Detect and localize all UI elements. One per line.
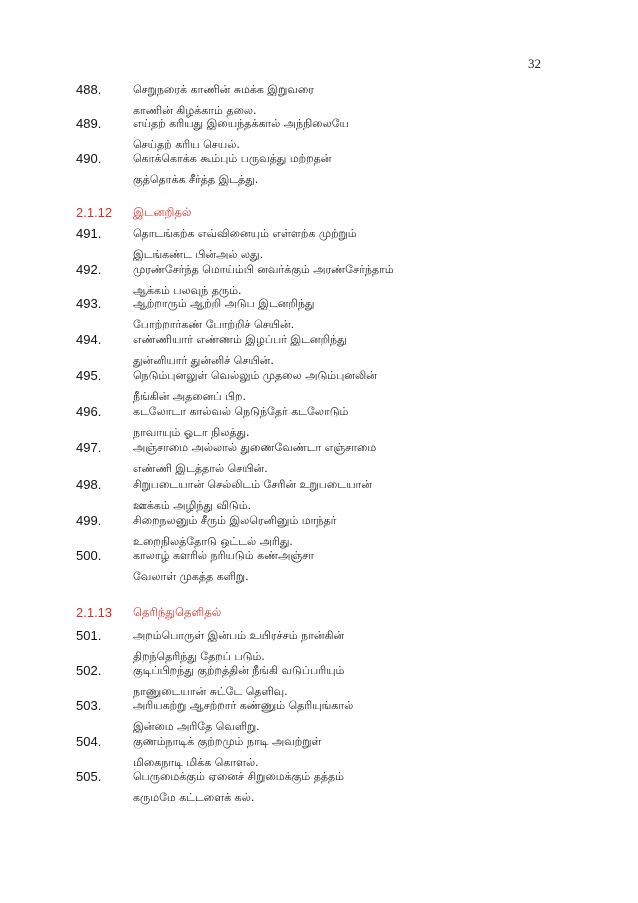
kural-number: 503. xyxy=(76,698,102,713)
kural-line-2: எண்ணி இடத்தால் செயின். xyxy=(133,462,268,475)
kural xyxy=(76,628,576,668)
kural-line-1: பெருமைக்கும் ஏனைச் சிறுமைக்கும் தத்தம் xyxy=(133,770,345,783)
kural-number: 500. xyxy=(76,548,102,563)
kural-number: 504. xyxy=(76,734,102,749)
kural-line-2: இடங்கண்ட பின்அல் லது. xyxy=(133,248,264,261)
kural xyxy=(76,513,576,553)
kural xyxy=(76,734,576,774)
kural-number: 491. xyxy=(76,226,102,241)
kural-line-1: அஞ்சாமை அல்லால் துணைவேண்டா எஞ்சாமை xyxy=(133,441,377,454)
kural xyxy=(76,226,576,266)
kural-line-2: வேலாள் முகத்த களிறு. xyxy=(133,570,249,583)
kural-number: 492. xyxy=(76,262,102,277)
kural-line-1: கொக்கொக்க கூம்பும் பருவத்து மற்றதன் xyxy=(133,152,332,165)
kural-line-2: துன்னியார் துன்னிச் செயின். xyxy=(133,354,274,367)
kural-line-1: குணம்நாடிக் குற்றமும் நாடி அவற்றுள் xyxy=(133,735,322,748)
kural-number: 488. xyxy=(76,82,102,97)
kural-line-1: சிறைநலனும் சீரும் இலரெனினும் மாந்தர் xyxy=(133,514,337,527)
section-title: இடனறிதல் xyxy=(133,205,192,219)
kural-number: 501. xyxy=(76,628,102,643)
kural-number: 498. xyxy=(76,477,102,492)
kural-line-1: நெடும்புனலுள் வெல்லும் முதலை அடும்புனலின் xyxy=(133,369,377,382)
kural-line-2: திறந்தெரிந்து தேறப் படும். xyxy=(133,650,265,663)
kural-number: 499. xyxy=(76,513,102,528)
kural-number: 497. xyxy=(76,440,102,455)
kural-line-1: சிறுபடையான் செல்லிடம் சேரின் உறுபடையான் xyxy=(133,478,372,491)
kural-line-2: மிகைநாடி மிக்க கொளல். xyxy=(133,756,259,769)
section-title: தெரிந்துதெளிதல் xyxy=(133,605,222,619)
kural-line-2: ஊக்கம் அழிந்து விடும். xyxy=(133,499,252,512)
kural xyxy=(76,151,576,191)
section-number: 2.1.12 xyxy=(76,205,113,220)
kural-line-1: குடிப்பிறந்து குற்றத்தின் நீங்கி வடுப்பரியும் xyxy=(133,664,345,677)
kural-line-1: ஆற்றாரும் ஆற்றி அடுப இடனறிந்து xyxy=(133,297,315,310)
kural xyxy=(76,116,576,156)
kural xyxy=(76,698,576,738)
kural-line-2: நாணுடையான் சுட்டே தெளிவு. xyxy=(133,685,288,698)
kural xyxy=(76,296,576,336)
kural-line-1: அறம்பொருள் இன்பம் உயிரச்சம் நான்கின் xyxy=(133,629,345,642)
kural-number: 489. xyxy=(76,116,102,131)
kural-line-2: கருமமே கட்டளைக் கல். xyxy=(133,791,255,804)
kural xyxy=(76,663,576,703)
kural-line-2: போற்றார்கண் போற்றிச் செயின். xyxy=(133,318,295,331)
kural xyxy=(76,332,576,372)
kural-line-2: நீங்கின் அதனைப் பிற. xyxy=(133,390,247,403)
kural-number: 493. xyxy=(76,296,102,311)
kural-number: 495. xyxy=(76,368,102,383)
kural-line-1: கடலோடா கால்வல் நெடுந்தேர் கடலோடும் xyxy=(133,405,349,418)
kural xyxy=(76,548,576,588)
kural-line-2: குத்தொக்க சீர்த்த இடத்து. xyxy=(133,173,259,186)
kural-line-1: எய்தற் கரியது இயைந்தக்கால் அந்நிலையே xyxy=(133,117,349,130)
kural-number: 502. xyxy=(76,663,102,678)
kural-number: 494. xyxy=(76,332,102,347)
kural-line-2: ஆக்கம் பலவுந் தரும். xyxy=(133,284,242,297)
kural-line-2: இன்மை அரிதே வெளிறு. xyxy=(133,720,260,733)
kural xyxy=(76,477,576,517)
section-number: 2.1.13 xyxy=(76,605,113,620)
kural xyxy=(76,404,576,444)
kural-line-2: காணின் கிழக்காம் தலை. xyxy=(133,104,257,117)
kural-line-2: செய்தற் கரிய செயல். xyxy=(133,138,240,151)
kural-line-1: எண்ணியார் எண்ணம் இழப்பர் இடனறிந்து xyxy=(133,333,347,346)
kural-number: 505. xyxy=(76,769,102,784)
kural-line-1: செறுநரைக் காணின் சுமக்க இறுவரை xyxy=(133,83,314,96)
kural xyxy=(76,368,576,408)
page-number: 32 xyxy=(528,56,541,71)
kural-line-1: தொடங்கற்க எவ்வினையும் எள்ளற்க முற்றும் xyxy=(133,227,357,240)
kural-line-1: காலாழ் களரில் நரியடும் கண்அஞ்சா xyxy=(133,549,315,562)
kural-line-1: முரண்சேர்ந்த மொய்ம்பி னவர்க்கும் அரண்சேர்ந்தாம் xyxy=(133,263,394,276)
kural-line-2: உறைநிலத்தோடு ஒட்டல் அரிது. xyxy=(133,535,293,548)
kural-line-2: நாவாயும் ஓடா நிலத்து. xyxy=(133,426,250,439)
kural-number: 490. xyxy=(76,151,102,166)
kural xyxy=(76,440,576,480)
kural xyxy=(76,769,576,809)
kural-line-1: அரியகற்று ஆசற்றார் கண்ணும் தெரியுங்கால் xyxy=(133,699,354,712)
kural-number: 496. xyxy=(76,404,102,419)
